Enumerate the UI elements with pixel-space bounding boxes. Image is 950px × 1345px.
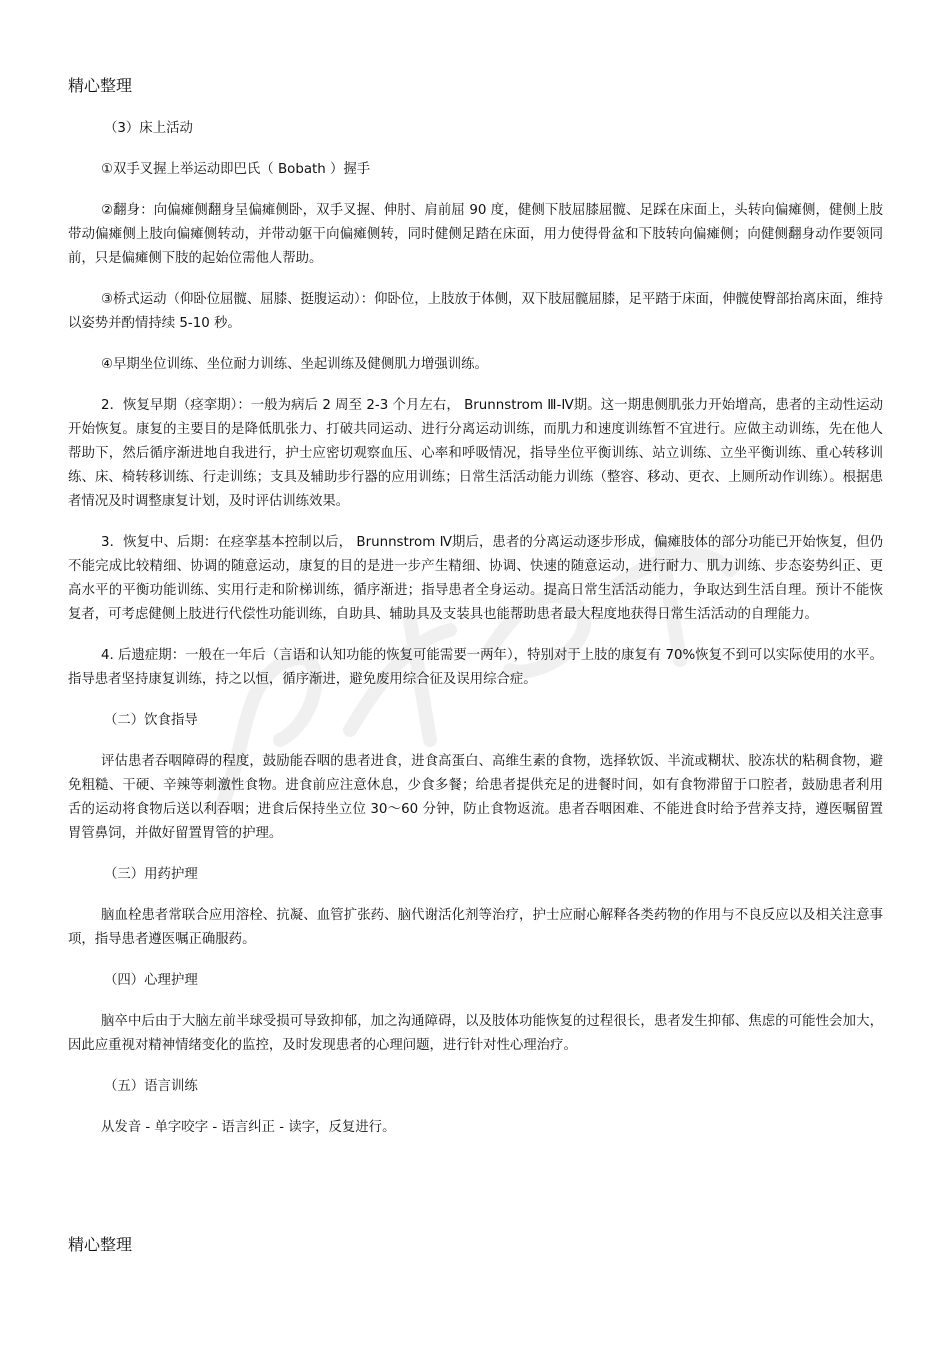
section-heading: （五）语言训练 [104, 1079, 198, 1094]
paragraph: ①双手叉握上举运动即巴氏（ Bobath ）握手 [101, 162, 371, 177]
section-heading: （四）心理护理 [104, 973, 198, 988]
paragraph: ②翻身：向偏瘫侧翻身呈偏瘫侧卧，双手叉握、伸肘、肩前屈 90 度，健侧下肢屈膝屈髋、足踩在床面上，头转向偏瘫侧，健侧上肢带动偏瘫侧上肢向偏瘫侧转动，并带动躯干向偏瘫侧转，同时健侧足踏在床面，用力使得骨盆和下肢转向偏瘫侧；向健侧翻身动作要领同前，只是偏瘫侧下肢的起始位需他人帮助。 [68, 203, 883, 266]
page-header: 精心整理 [68, 76, 133, 95]
section-heading: （三）用药护理 [104, 867, 198, 882]
section-heading: （二）饮食指导 [104, 713, 198, 728]
page-footer: 精心整理 [68, 1235, 133, 1254]
document-body [68, 117, 883, 1157]
paragraph: ③桥式运动（仰卧位屈髋、屈膝、挺腹运动）：仰卧位，上肢放于体侧，双下肢屈髋屈膝，足平踏于床面，伸髋使臀部抬离床面，维持以姿势并酌情持续 5-10 秒。 [68, 292, 883, 331]
paragraph: 脑卒中后由于大脑左前半球受损可导致抑郁，加之沟通障碍，以及肢体功能恢复的过程很长，患者发生抑郁、焦虑的可能性会加大，因此应重视对精神情绪变化的监控，及时发现患者的心理问题，进行针对性心理治疗。 [68, 1014, 883, 1053]
paragraph: 脑血栓患者常联合应用溶栓、抗凝、血管扩张药、脑代谢活化剂等治疗，护士应耐心解释各类药物的作用与不良反应以及相关注意事项，指导患者遵医嘱正确服药。 [68, 908, 883, 947]
paragraph: 4. 后遗症期：一般在一年后（言语和认知功能的恢复可能需要一两年），特别对于上肢的康复有 70%恢复不到可以实际使用的水平。指导患者坚持康复训练，持之以恒，循序渐进，避免废用综合征及误用综合症。 [68, 648, 883, 687]
paragraph: 评估患者吞咽障碍的程度，鼓励能吞咽的患者进食，进食高蛋白、高维生素的食物，选择软饭、半流或糊状、胶冻状的粘稠食物，避免粗糙、干硬、辛辣等刺激性食物。进食前应注意休息，少食多餐；给患者提供充足的进餐时间，如有食物滞留于口腔者，鼓励患者利用舌的运动将食物后送以利吞咽；进食后保持坐立位 30～60 分钟，防止食物返流。患者吞咽困难、不能进食时给予营养支持，遵医嘱留置胃管鼻饲，并做好留置胃管的护理。 [68, 754, 883, 841]
section-heading: （3）床上活动 [104, 121, 193, 136]
paragraph: ④早期坐位训练、坐位耐力训练、坐起训练及健侧肌力增强训练。 [101, 357, 488, 372]
paragraph: 3．恢复中、后期：在痉挛基本控制以后， Brunnstrom Ⅳ期后，患者的分离运动逐步形成，偏瘫肢体的部分功能已开始恢复，但仍不能完成比较精细、协调的随意运动，康复的目的是进一步产生精细、协调、快速的随意运动，进行耐力、肌力训练、步态姿势纠正、更高水平的平衡功能训练、实用行走和阶梯训练，循序渐进；指导患者全身运动。提高日常生活活动能力，争取达到生活自理。预计不能恢复者，可考虑健侧上肢进行代偿性功能训练，自助具、辅助具及支装具也能帮助患者最大程度地获得日常生活活动的自理能力。 [68, 535, 883, 622]
paragraph: 从发音 - 单字咬字 - 语言纠正 - 读字，反复进行。 [101, 1120, 396, 1135]
paragraph: 2．恢复早期（痉挛期）：一般为病后 2 周至 2-3 个月左右， Brunnstrom Ⅲ-Ⅳ期。这一期患侧肌张力开始增高，患者的主动性运动开始恢复。康复的主要目的是降低肌张力、打破共同运动、进行分离运动训练，而肌力和速度训练暂不宜进行。应做主动训练，先在他人帮助下，然后循序渐进地自我进行，护士应密切观察血压、心率和呼吸情况，指导坐位平衡训练、站立训练、立坐平衡训练、重心转移训练、床、椅转移训练、行走训练；支具及辅助步行器的应用训练；日常生活活动能力训练（整容、移动、更衣、上厕所动作训练）。根据患者情况及时调整康复计划，及时评估训练效果。 [68, 398, 883, 509]
